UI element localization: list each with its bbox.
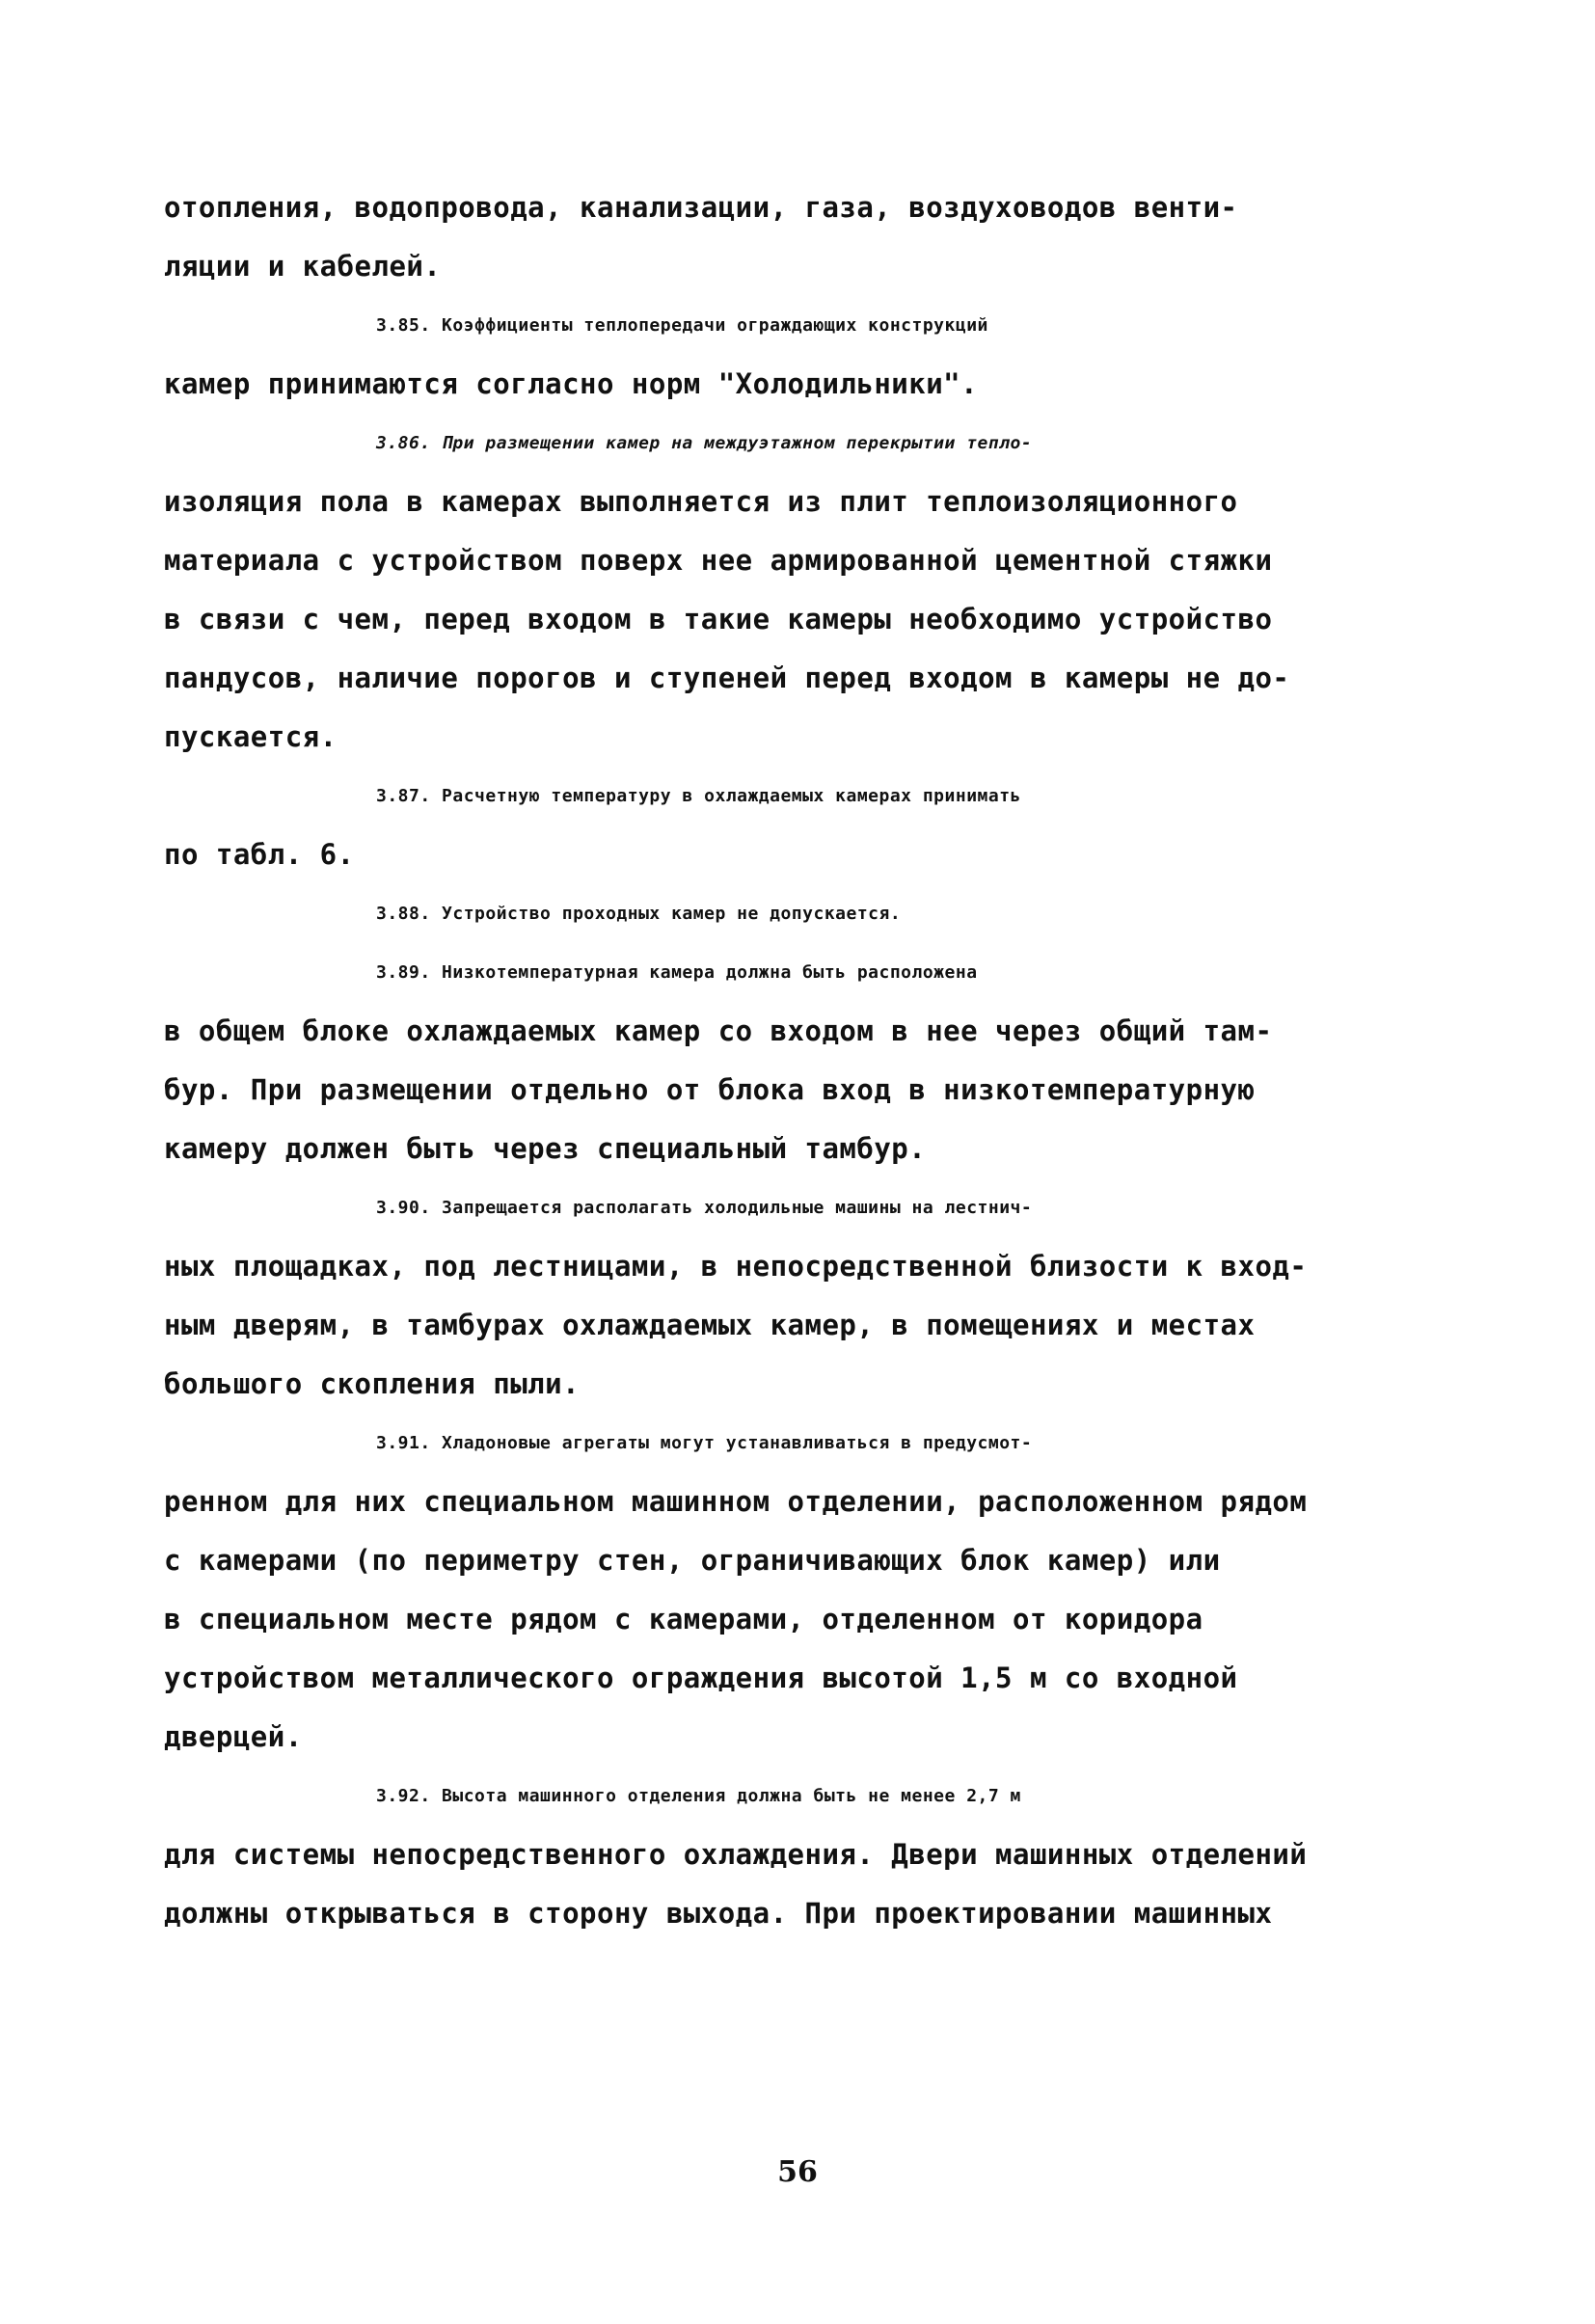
text-line: 3.87. Расчетную температуру в охлаждаемых камерах принимать	[376, 786, 1021, 806]
text-line: ным дверям, в тамбурах охлаждаемых камер, в помещениях и местах	[164, 1309, 1256, 1341]
text-line: камер принимаются согласно норм "Холодильники".	[164, 367, 979, 400]
text-line: 3.92. Высота машинного отделения должна быть не менее 2,7 м	[376, 1786, 1021, 1806]
text-line: 3.89. Низкотемпературная камера должна быть расположена	[376, 962, 978, 983]
text-line: пускается.	[164, 720, 338, 753]
text-line: для системы непосредственного охлаждения. Двери машинных отделений	[164, 1838, 1308, 1871]
page-number: 56	[777, 2155, 818, 2189]
text-line: 3.88. Устройство проходных камер не допускается.	[376, 904, 902, 924]
text-line: бур. При размещении отдельно от блока вход в низкотемпературную	[164, 1073, 1256, 1106]
text-line: ляции и кабелей.	[164, 250, 442, 283]
text-line: отопления, водопровода, канализации, газа, воздуховодов венти-	[164, 191, 1238, 224]
text-line: ных площадках, под лестницами, в непосредственной близости к вход-	[164, 1250, 1308, 1283]
text-line: с камерами (по периметру стен, ограничивающих блок камер) или	[164, 1544, 1221, 1577]
text-line: устройством металлического ограждения высотой 1,5 м со входной	[164, 1662, 1238, 1694]
text-line: по табл. 6.	[164, 838, 355, 871]
text-line: 3.85. Коэффициенты теплопередачи ограждающих конструкций	[376, 315, 988, 336]
text-line: пандусов, наличие порогов и ступеней перед входом в камеры не до-	[164, 662, 1290, 694]
text-line: в общем блоке охлаждаемых камер со входом в нее через общий там-	[164, 1014, 1273, 1047]
text-line: большого скопления пыли.	[164, 1367, 581, 1400]
text-line: камеру должен быть через специальный тамбур.	[164, 1132, 927, 1165]
text-line: должны открываться в сторону выхода. При проектировании машинных	[164, 1897, 1273, 1930]
document-body	[164, 178, 1446, 1943]
text-line: 3.91. Хладоновые агрегаты могут устанавливаться в предусмот-	[376, 1433, 1033, 1453]
text-line: изоляция пола в камерах выполняется из плит теплоизоляционного	[164, 485, 1238, 518]
text-line: в связи с чем, перед входом в такие камеры необходимо устройство	[164, 603, 1273, 635]
text-line: 3.90. Запрещается располагать холодильные машины на лестнич-	[376, 1198, 1033, 1218]
text-line: ренном для них специальном машинном отделении, расположенном рядом	[164, 1485, 1308, 1518]
text-line: дверцей.	[164, 1720, 303, 1753]
text-line: материала с устройством поверх нее армированной цементной стяжки	[164, 544, 1273, 577]
text-line: в специальном месте рядом с камерами, отделенном от коридора	[164, 1603, 1203, 1635]
text-line: 3.86. При размещении камер на междуэтажном перекрытии тепло-	[376, 433, 1033, 453]
